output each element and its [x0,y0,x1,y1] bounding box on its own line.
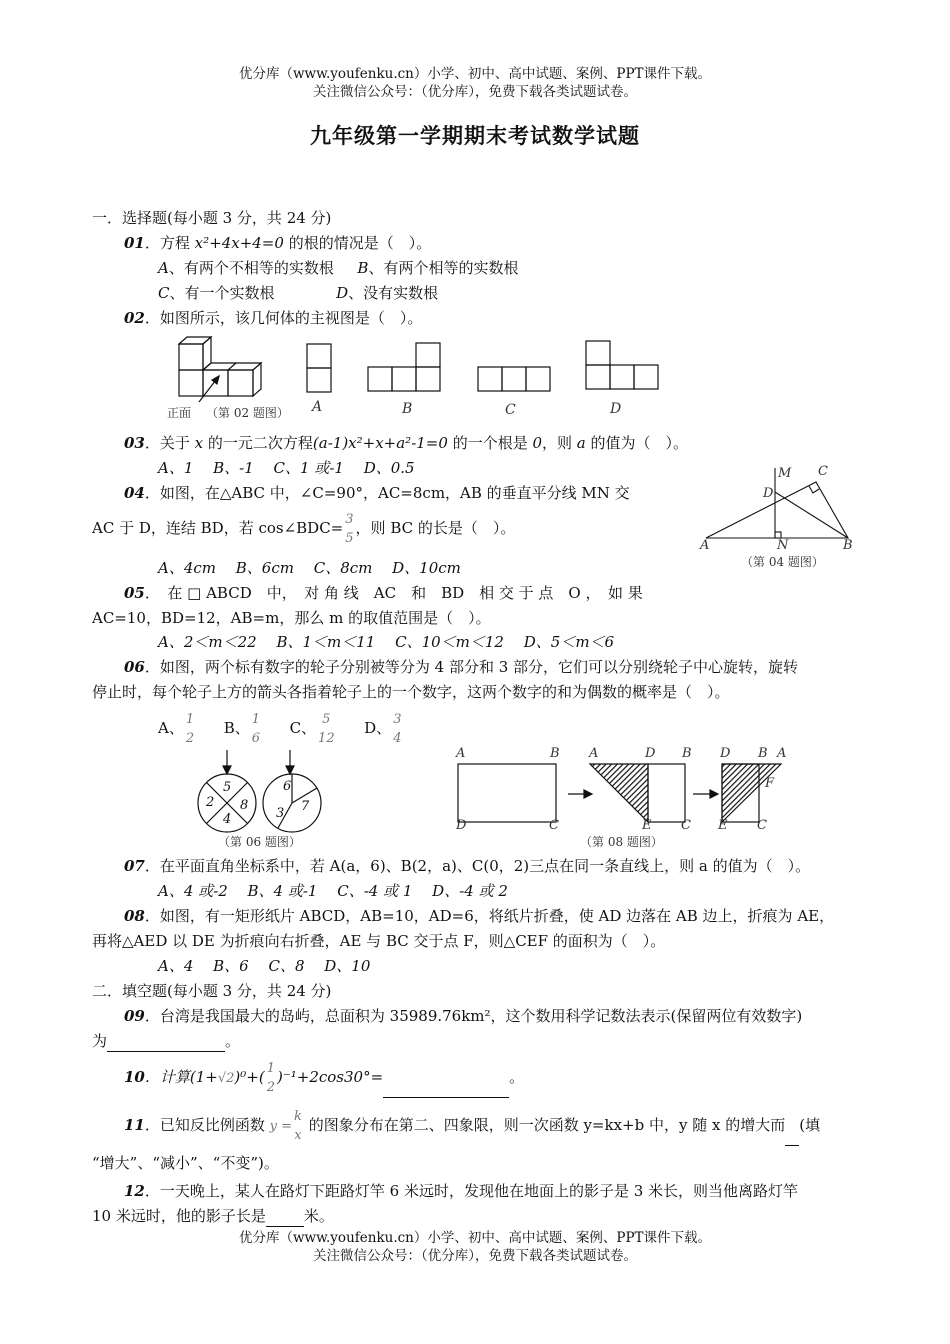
q08-caption: （第 08 题图） [580,835,663,849]
q08-point: A [456,746,466,761]
q06-wheels-figure [190,748,340,838]
q04-point-d: D [763,486,774,501]
q10-answer-blank[interactable] [383,1057,509,1098]
page-title: 九年级第一学期期末考试数学试题 [310,123,640,148]
q08-point: C [549,818,559,833]
q08-point: E [642,818,652,833]
q02-label-d: D [610,401,622,417]
q01-options-row-1: A、有两个不相等的实数根 B、有两个相等的实数根 [158,259,519,277]
q09-answer-blank[interactable] [107,1031,225,1052]
footer-line-2: 关注微信公众号：（优分库），免费下载各类试题试卷。 [313,1248,637,1264]
question-06-line-2: 停止时，每个轮子上方的箭头各指着轮子上的一个数字，这两个数字的和为偶数的概率是（ ）。 [92,683,730,701]
question-08-line-2: 再将△AED 以 DE 为折痕向右折叠，AE 与 BC 交于点 F，则△CEF 的面积为（ ）。 [92,932,666,950]
q08-options: A、4 B、6 C、8 D、10 [158,957,371,975]
q02-caption: （第 02 题图） [206,406,289,420]
q08-point: D [645,746,656,761]
q08-figure [450,744,800,834]
q08-point: C [757,818,767,833]
q08-point: E [718,818,728,833]
q11-answer-blank[interactable] [785,1105,799,1146]
question-05-line-1: 05． 在 □ ABCD 中， 对 角 线 AC 和 BD 相 交 于 点 O ， 如 果 [124,584,643,602]
q05-options: A、2＜m＜22 B、1＜m＜11 C、10＜m＜12 D、5＜m＜6 [158,633,615,651]
q08-point: B [682,746,692,761]
q08-point: B [550,746,560,761]
question-08-line-1: 08．如图，有一矩形纸片 ABCD，AB=10，AD=6，将纸片折叠，使 AD 边落在 AB 边上，折痕为 AE， [124,907,835,925]
question-10: 10．计算(1+√2)⁰+( 1 2 )⁻¹+2cos30°= 。 [124,1057,524,1099]
q08-point: F [765,776,775,791]
q02-figure [165,336,665,436]
q04-point-b: B [843,538,853,553]
section-2-heading: 二．填空题(每小题 3 分，共 24 分) [92,982,332,1000]
q06-options: A、 1 2 B、 1 6 C、 5 12 D、 3 4 [158,712,402,746]
q07-options: A、4 或-2 B、4 或-1 C、-4 或 1 D、-4 或 2 [158,882,508,900]
q04-options: A、4cm B、6cm C、8cm D、10cm [158,559,461,577]
q08-point: D [456,818,467,833]
q12-answer-blank[interactable] [266,1206,304,1227]
footer-line-1: 优分库（www.youfenku.cn）小学、初中、高中试题、案例、PPT课件下载。 [238,1230,712,1246]
wheel2-number: 3 [276,806,285,821]
question-07: 07．在平面直角坐标系中，若 A(a，6)、B(2，a)、C(0，2)三点在同一条直线上，则 a 的值为（ ）。 [124,857,811,875]
q08-point: D [720,746,731,761]
q02-front-label: 正面 [167,406,192,420]
question-11-line-2: “增大”、“减小”、“不变”)。 [92,1154,279,1172]
header-line-1: 优分库（www.youfenku.cn）小学、初中、高中试题、案例、PPT课件下载。 [238,66,712,82]
q04-point-c: C [818,464,828,479]
wheel2-number: 6 [283,779,292,794]
question-04-line-1: 04．如图，在△ABC 中，∠C=90°，AC=8cm，AB 的垂直平分线 MN 交 [124,484,630,502]
question-09-line-2: 为 。 [92,1032,241,1050]
wheel1-number: 5 [223,780,232,795]
q04-point-a: A [700,538,710,553]
q04-fraction: 3 5 [345,512,354,546]
question-02: 02．如图所示，该几何体的主视图是（ ）。 [124,309,423,327]
question-01: 01．方程 x²+4x+4=0 的根的情况是（ ）。 [124,234,432,252]
header-line-2: 关注微信公众号：（优分库），免费下载各类试题试卷。 [313,84,637,100]
q02-label-a: A [312,399,323,415]
wheel1-number: 2 [206,795,215,810]
question-09-line-1: 09．台湾是我国最大的岛屿，总面积为 35989.76km²，这个数用科学记数法表示(保留两位有效数字) [124,1007,803,1025]
q08-point: B [758,746,768,761]
q02-label-b: B [402,401,413,417]
question-11-line-1: 11．已知反比例函数 y = k x 的图象分布在第二、四象限，则一次函数 y=kx+b 中，y 随 x 的增大而 (填 [124,1105,820,1147]
q04-point-m: M [778,466,792,481]
q02-label-c: C [505,402,516,418]
q08-point: C [681,818,691,833]
q08-point: A [589,746,599,761]
question-06-line-1: 06．如图，两个标有数字的轮子分别被等分为 4 部分和 3 部分，它们可以分别绕轮子中心旋转，旋转 [124,658,799,676]
q01-options-row-2: C、有一个实数根 D、没有实数根 [158,284,439,302]
question-12-line-2: 10 米远时，他的影子长是 米。 [92,1207,334,1225]
q06-caption: （第 06 题图） [218,835,301,849]
question-03: 03．关于 x 的一元二次方程(a-1)x²+x+a²-1=0 的一个根是 0，则 a 的值为（ ）。 [124,434,689,452]
section-1-heading: 一．选择题(每小题 3 分，共 24 分) [92,209,332,227]
q08-point: A [777,746,787,761]
question-05-line-2: AC=10，BD=12，AB=m，那么 m 的取值范围是（ ）。 [92,609,491,627]
wheel1-number: 4 [223,812,232,827]
q03-options: A、1 B、-1 C、1 或-1 D、0.5 [158,459,415,477]
question-04-line-2: AC 于 D，连结 BD，若 cos∠BDC= 3 5 ，则 BC 的长是（ ）。 [92,512,516,546]
q04-point-n: N [777,538,789,553]
q04-caption: （第 04 题图） [741,555,824,569]
wheel1-number: 8 [240,798,249,813]
question-12-line-1: 12．一天晚上，某人在路灯下距路灯竿 6 米远时，发现他在地面上的影子是 3 米长，则当他离路灯竿 [124,1182,799,1200]
wheel2-number: 7 [301,799,310,814]
